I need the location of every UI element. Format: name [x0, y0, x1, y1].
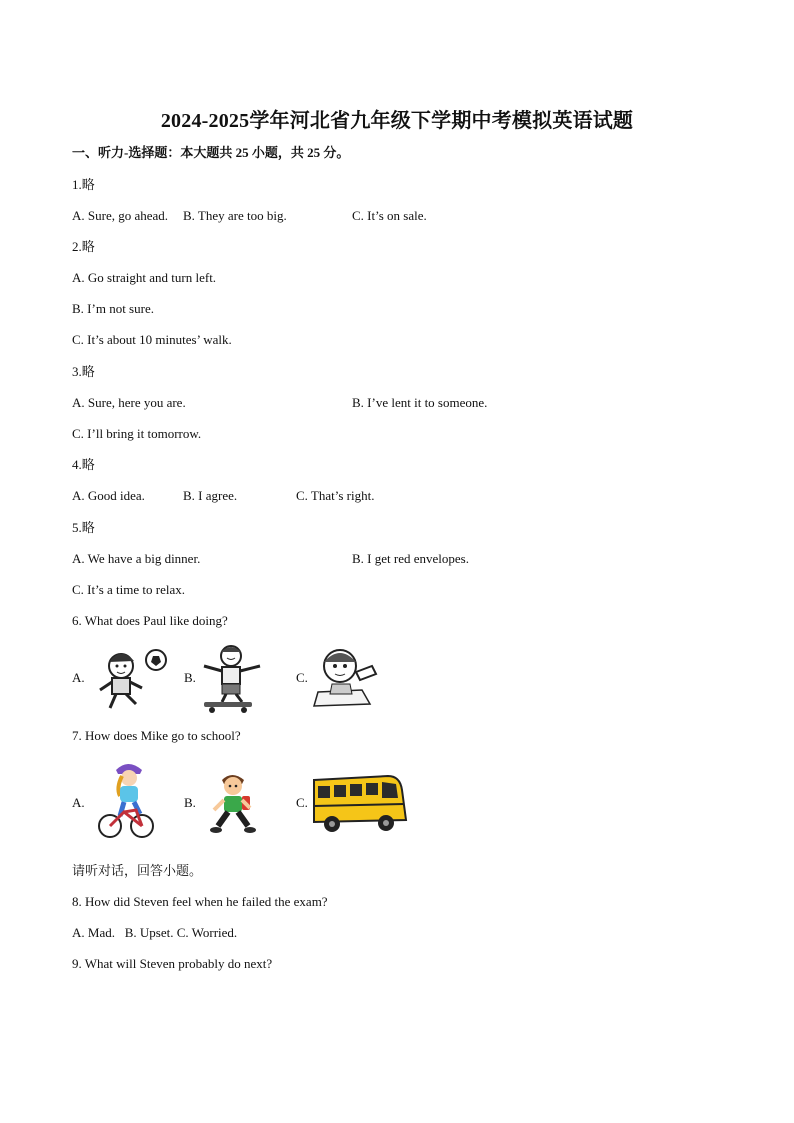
question-3-option-a: A. Sure, here you are. — [72, 395, 186, 410]
question-8-options: A. Mad. B. Upset. C. Worried. — [72, 925, 238, 940]
boy-skateboarding-image — [198, 642, 268, 714]
question-5-label: 5.略 — [72, 520, 95, 535]
page-title: 2024-2025学年河北省九年级下学期中考模拟英语试题 — [160, 110, 634, 132]
question-2-option-c: C. It’s about 10 minutes’ walk. — [72, 332, 232, 347]
question-1-option-c: C. It’s on sale. — [352, 208, 427, 223]
question-4-option-a: A. Good idea. — [72, 488, 145, 503]
boy-walking-image — [204, 770, 260, 836]
girl-riding-bicycle-image — [96, 758, 156, 840]
question-2-option-b: B. I’m not sure. — [72, 301, 154, 316]
question-7-option-c-label: C. — [296, 795, 308, 810]
boy-playing-soccer-image — [90, 644, 172, 714]
question-2-label: 2.略 — [72, 239, 95, 254]
question-3-label: 3.略 — [72, 364, 95, 379]
question-9-label: 9. What will Steven probably do next? — [72, 956, 273, 971]
question-2-option-a: A. Go straight and turn left. — [72, 270, 217, 285]
listening-instruction: 请听对话，回答小题。 — [72, 863, 203, 878]
question-4-option-c: C. That’s right. — [296, 488, 375, 503]
question-7-label: 7. How does Mike go to school? — [72, 728, 241, 743]
question-5-option-a: A. We have a big dinner. — [72, 551, 201, 566]
question-6-option-c-label: C. — [296, 670, 308, 685]
question-3-option-b: B. I’ve lent it to someone. — [352, 395, 488, 410]
question-6-label: 6. What does Paul like doing? — [72, 613, 228, 628]
question-1-label: 1.略 — [72, 177, 95, 192]
question-7-option-b-label: B. — [184, 795, 196, 810]
question-5-option-b: B. I get red envelopes. — [352, 551, 469, 566]
question-7-option-a-label: A. — [72, 795, 85, 810]
boy-drawing-image — [310, 644, 382, 710]
question-6-option-b-label: B. — [184, 670, 196, 685]
question-6-option-a-label: A. — [72, 670, 85, 685]
question-4-label: 4.略 — [72, 457, 95, 472]
school-bus-image — [310, 770, 408, 834]
question-1-option-a: A. Sure, go ahead. — [72, 208, 169, 223]
question-4-option-b: B. I agree. — [183, 488, 238, 503]
question-3-option-c: C. I’ll bring it tomorrow. — [72, 426, 202, 441]
question-8-label: 8. How did Steven feel when he failed the exam? — [72, 894, 328, 909]
question-1-option-b: B. They are too big. — [183, 208, 287, 223]
question-5-option-c: C. It’s a time to relax. — [72, 582, 186, 597]
section-heading: 一、听力-选择题：本大题共 25 小题，共 25 分。 — [72, 145, 350, 160]
